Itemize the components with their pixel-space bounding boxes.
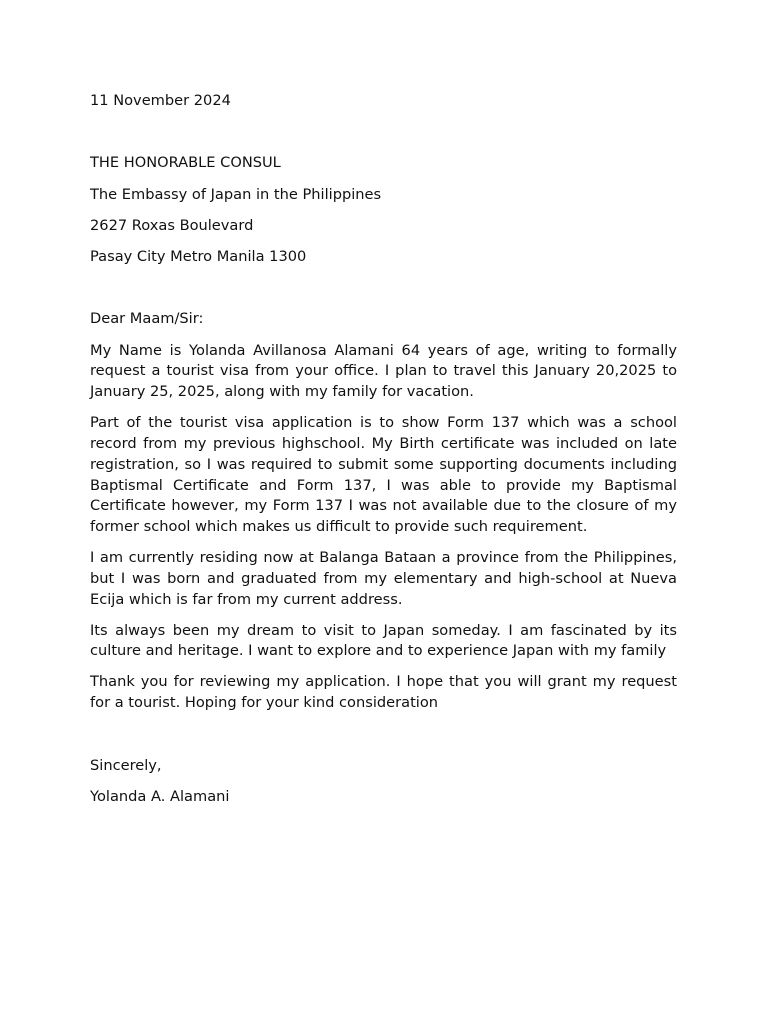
letter-date: 11 November 2024 <box>90 92 231 109</box>
body-paragraph: I am currently residing now at Balanga Bataan a province from the Philippines, but I was born and graduated from my elementary and high-school at Nueva Ecija which is far from my current address. <box>90 549 677 608</box>
signature-name: Yolanda A. Alamani <box>90 787 230 805</box>
recipient-street: 2627 Roxas Boulevard <box>90 216 254 234</box>
body-paragraph: My Name is Yolanda Avillanosa Alamani 64 years of age, writing to formally request a tourist visa from your office. I plan to travel this January 20,2025 to January 25, 2025, along with my family for vacation. <box>90 341 677 401</box>
body-paragraph: Part of the tourist visa application is to show Form 137 which was a school record from my previous highschool. My Birth certificate was included on late registration, so I was required to submit some supporting documents including Baptismal Certificate and Form 137, I was able to provide my Baptismal Certificate however, my Form 137 I was not available due to the closure of my former school which makes us difficult to provide such requirement. <box>90 414 677 536</box>
body-paragraph: Thank you for reviewing my application. I hope that you will grant my request for a tourist. Hoping for your kind consideration <box>90 673 677 712</box>
body-paragraph: Its always been my dream to visit to Japan someday. I am fascinated by its culture and heritage. I want to explore and to experience Japan with my family <box>90 621 677 660</box>
closing: Sincerely, <box>90 756 162 774</box>
recipient-organization: The Embassy of Japan in the Philippines <box>90 185 382 203</box>
recipient-city: Pasay City Metro Manila 1300 <box>90 247 307 265</box>
recipient-title: THE HONORABLE CONSUL <box>90 154 281 172</box>
letter-body <box>90 91 677 808</box>
salutation: Dear Maam/Sir: <box>90 310 204 328</box>
recipient-block <box>90 153 677 267</box>
